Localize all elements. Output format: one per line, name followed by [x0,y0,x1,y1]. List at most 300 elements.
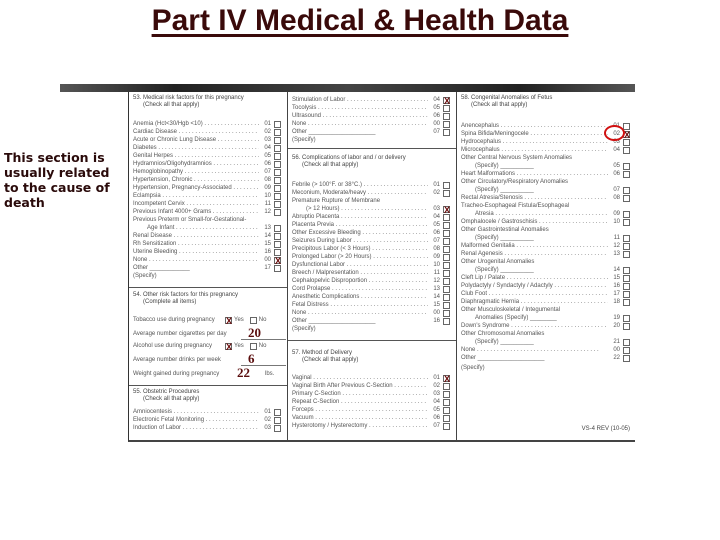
heading-text: 54. Other risk factors for this pregnancy [133,292,239,298]
item-label: Atresia . . . [461,210,608,218]
item-code: 03 [264,137,271,143]
checklist-item [133,208,281,216]
item-checkbox[interactable] [443,415,450,422]
item-checkbox[interactable] [443,383,450,390]
item-label: Vaginal . . . [292,374,428,382]
checklist-item [461,314,630,322]
item-code: 03 [264,425,271,431]
item-checkbox[interactable] [443,238,450,245]
specify-label: (Specify) [292,326,316,332]
item-code [608,154,620,162]
item-checkbox[interactable] [623,315,630,322]
item-checkbox[interactable] [274,409,281,416]
item-checkbox[interactable] [623,123,630,130]
item-checkbox[interactable] [443,270,450,277]
checklist-item [133,416,281,424]
item-label: Spina Bifida/Meningocele . . . [461,130,608,138]
item-label: Meconium, Moderate/heavy . . . [292,189,428,197]
item-checkbox[interactable] [623,299,630,306]
item-label: Anencephalus . . . [461,122,608,130]
highlight-circle [604,125,625,141]
heading-sub: (Check all that apply) [143,396,200,402]
heading-text: 57. Method of Delivery [292,350,353,356]
item-code: 02 [264,129,271,135]
item-label: Other Circulatory/Respiratory Anomalies [461,179,569,185]
heading-text: 53. Medical risk factors for this pregnancy [133,95,244,101]
item-checkbox[interactable] [623,219,630,226]
section-57-heading [292,350,450,364]
item-label: Other ____________________ [292,129,376,135]
item-label: Hemoglobinopathy . . . [133,168,259,176]
item-checkbox[interactable] [443,246,450,253]
item-label: Repeat C-Section . . . [292,398,428,406]
checklist-item [461,162,630,170]
item-label: Other Chromosomal Anomalies [461,331,545,337]
item-code: 06 [433,113,440,119]
checklist-item [461,298,630,306]
item-label: (Specify) __________ [475,163,534,169]
item-checkbox[interactable] [623,291,630,298]
checklist-item [292,205,450,213]
item-code: 04 [264,145,271,151]
checklist-item [133,136,281,144]
checklist-item [133,152,281,160]
item-code: 06 [264,161,271,167]
checklist-item [133,160,281,168]
item-label: Amniocentesis . . . [133,408,259,416]
form-column-middle [288,92,457,440]
item-checkbox[interactable] [623,267,630,274]
heading-text: 58. Congenital Anomalies of Fetus [461,95,553,101]
item-label: Premature Rupture of Membrane [292,198,381,204]
item-label: Incompetent Cervix . . . [133,200,259,208]
item-label: None . . . [133,256,259,264]
item-code: 06 [433,415,440,421]
item-checkbox[interactable] [443,254,450,261]
weight-label: Weight gained during pregnancy [133,371,220,377]
form-scan-top-edge [60,84,635,92]
item-code: 09 [264,185,271,191]
specify-label: (Specify) [292,137,316,143]
item-checkbox[interactable] [623,187,630,194]
alcohol-label: Alcohol use during pregnancy [133,343,213,349]
item-label: Cleft Lip / Palate . . . [461,274,608,282]
item-code: 08 [264,177,271,183]
spacer [623,203,630,210]
item-checkbox[interactable] [274,121,281,128]
item-label: Rh Sensitization . . . [133,240,259,248]
item-code [608,202,620,210]
heading-sub: (Check all that apply) [143,102,200,108]
item-label: Other Musculoskeletal / Integumental [461,307,561,313]
item-code: 00 [264,257,271,263]
checklist-item [461,346,630,354]
item-code: 10 [433,262,440,268]
item-label: Previous Preterm or Small-for-Gestational- [133,217,247,223]
checklist-item [461,186,630,194]
annotation-callout: This section is usually related to the cause of death [4,150,110,210]
item-label: Tocolysis . . . [292,104,428,112]
item-code: 10 [264,193,271,199]
item-label: Other Excessive Bleeding . . . [292,229,428,237]
alcohol-row [133,340,281,352]
item-code: 11 [264,201,271,207]
item-code: 15 [433,302,440,308]
item-checkbox[interactable] [274,233,281,240]
item-label: Omphalocele / Gastroschisis . . . [461,218,608,226]
item-checkbox[interactable] [274,161,281,168]
item-checkbox[interactable] [623,195,630,202]
checklist-item [461,338,630,346]
item-code: 13 [264,225,271,231]
checklist-item [292,414,450,422]
item-label: Ultrasound . . . [292,112,428,120]
alcohol-no-checkbox[interactable] [250,343,257,350]
item-label: Induction of Labor . . . [133,424,259,432]
item-label: Hypertension, Pregnancy-Associated . . . [133,184,259,192]
item-code: 20 [613,323,620,329]
item-code: 07 [613,187,620,193]
item-code: 01 [613,123,620,129]
item-label: Abruptio Placenta . . . [292,213,428,221]
item-checkbox[interactable]: X [444,373,451,384]
drinks-value[interactable]: 6 [248,351,255,366]
item-label: Hypertension, Chronic . . . [133,176,259,184]
item-code: 05 [433,407,440,413]
item-code: 14 [433,294,440,300]
checklist-item [461,322,630,330]
heading-sub: (Check all that apply) [471,102,528,108]
checklist-item [461,210,630,218]
section-58-items [461,122,630,362]
medical-health-form [128,92,635,442]
item-checkbox[interactable] [274,241,281,248]
section-54-heading [133,292,281,306]
item-checkbox[interactable] [443,190,450,197]
item-checkbox[interactable] [443,302,450,309]
item-label: Other ____________________ [461,355,545,361]
item-label: Microcephalus . . . [461,146,608,154]
item-checkbox[interactable] [623,339,630,346]
heading-text: 56. Complications of labor and / or delivery [292,155,406,161]
checklist-item [292,245,450,253]
item-label: Anesthetic Complications . . . [292,293,428,301]
section-56-heading [292,155,450,169]
item-checkbox[interactable] [623,147,630,154]
item-checkbox[interactable] [443,310,450,317]
checklist-item [133,256,281,264]
weight-row [133,366,281,380]
item-checkbox[interactable] [274,193,281,200]
item-code: 01 [433,182,440,188]
checklist-item [292,112,450,120]
item-code: 01 [264,121,271,127]
cigarettes-label: Average number cigarettes per day [133,331,227,337]
checklist-item [133,408,281,416]
item-checkbox[interactable] [274,153,281,160]
checklist-item [461,354,630,362]
item-label: Other Central Nervous System Anomalies [461,155,573,161]
checklist-item [461,282,630,290]
item-checkbox[interactable] [274,265,281,272]
item-checkbox[interactable] [443,129,450,136]
item-label: Hydrocephalus . . . [461,138,608,146]
item-checkbox[interactable] [623,323,630,330]
item-code [428,197,440,205]
item-code: 16 [433,318,440,324]
item-checkbox[interactable] [623,243,630,250]
item-checkbox[interactable] [274,185,281,192]
item-label: Fetal Distress . . . [292,301,428,309]
item-code: 03 [613,139,620,145]
checklist-item [133,176,281,184]
item-label: Renal Agenesis . . . [461,250,608,258]
checklist-item [133,168,281,176]
item-code: 01 [433,375,440,381]
checklist-item [292,128,450,136]
checklist-item [292,285,450,293]
item-label: Hydramnios/Oligohydramnios . . . [133,160,259,168]
checklist-item [133,200,281,208]
item-code: 07 [433,129,440,135]
checklist-item [133,264,281,272]
item-checkbox[interactable] [274,209,281,216]
item-code: 14 [264,233,271,239]
item-code [608,226,620,234]
item-checkbox[interactable] [274,177,281,184]
item-checkbox[interactable] [443,182,450,189]
item-checkbox[interactable] [274,417,281,424]
item-code: 15 [264,241,271,247]
item-checkbox[interactable] [443,399,450,406]
item-checkbox[interactable] [623,211,630,218]
weight-value[interactable]: 22 [237,365,250,380]
specify-label: (Specify) [461,365,485,371]
drinks-row [133,352,281,366]
item-code: 05 [433,105,440,111]
item-code [608,258,620,266]
spacer [623,331,630,338]
item-checkbox[interactable]: X [444,95,451,106]
checklist-item [133,224,281,232]
drinks-label: Average number drinks per week [133,357,221,363]
item-checkbox[interactable] [623,171,630,178]
item-code: 05 [433,222,440,228]
checklist-item [292,181,450,189]
item-label: Cardiac Disease . . . [133,128,259,136]
checklist-item [292,189,450,197]
item-checkbox[interactable]: X [444,204,451,215]
checklist-item [292,317,450,325]
checklist-item [292,269,450,277]
item-label: Anomalies (Specify) ________ [475,315,557,321]
checklist-item [133,424,281,432]
item-code [608,178,620,186]
item-checkbox[interactable] [443,286,450,293]
checklist-item [461,202,630,210]
checklist-item [461,154,630,162]
item-checkbox[interactable] [443,407,450,414]
item-code [608,306,620,314]
spacer [623,179,630,186]
alcohol-yes-checkbox[interactable]: X [226,341,233,352]
item-label: Dysfunctional Labor . . . [292,261,428,269]
checklist-item [461,258,630,266]
checklist-item [461,226,630,234]
item-code: 04 [613,147,620,153]
item-code: 09 [613,211,620,217]
checklist-item [133,184,281,192]
section-53-items [133,120,281,272]
item-label: Tracheo-Esophageal Fistula/Esophageal [461,203,570,209]
item-checkbox[interactable] [443,278,450,285]
checklist-item [292,197,450,205]
item-label: Breech / Malpresentation . . . [292,269,428,277]
item-code: 12 [264,209,271,215]
item-checkbox[interactable] [274,129,281,136]
weight-unit: lbs. [265,371,275,377]
item-checkbox[interactable] [443,121,450,128]
item-label: Electronic Fetal Monitoring . . . [133,416,259,424]
item-checkbox[interactable] [443,105,450,112]
item-checkbox[interactable] [623,235,630,242]
heading-text: 55. Obstetric Procedures [133,389,200,395]
page-title: Part IV Medical & Health Data [151,4,569,37]
checklist-item [461,146,630,154]
item-checkbox[interactable] [274,169,281,176]
item-checkbox[interactable] [623,283,630,290]
item-code: 04 [433,97,440,103]
checklist-item [292,374,450,382]
item-checkbox[interactable] [443,214,450,221]
item-code: 07 [264,169,271,175]
cigarettes-row [133,326,281,340]
section-58-heading [461,95,630,109]
item-label: Previous Infant 4000+ Grams . . . [133,208,259,216]
item-checkbox[interactable] [274,249,281,256]
item-checkbox[interactable] [274,145,281,152]
item-label: (Specify) __________ [475,339,534,345]
item-checkbox[interactable] [443,318,450,325]
divider [288,148,456,149]
item-code: 19 [613,315,620,321]
item-label: (Specify) __________ [475,267,534,273]
item-checkbox[interactable] [274,137,281,144]
heading-sub: (Complete all items) [143,299,197,305]
item-checkbox[interactable]: X [275,255,282,266]
item-label: (Specify) __________ [475,187,534,193]
item-label: Anemia (Hct<30/Hgb <10) . . . [133,120,259,128]
item-code: 03 [433,391,440,397]
section-53-heading [133,95,281,109]
item-label: Rectal Atresia/Stenosis . . . [461,194,608,202]
checklist-item [133,248,281,256]
item-label: Vacuum . . . [292,414,428,422]
item-label: Malformed Genitalia . . . [461,242,608,250]
tobacco-no-checkbox[interactable] [250,317,257,324]
tobacco-label: Tobacco use during pregnancy [133,317,215,323]
item-checkbox[interactable]: X [624,129,631,140]
item-label: Acute or Chronic Lung Disease . . . [133,136,259,144]
spacer [443,198,450,205]
item-label: Other Urogenital Anomalies [461,259,535,265]
item-checkbox[interactable] [443,113,450,120]
checklist-item [461,218,630,226]
item-checkbox[interactable] [623,139,630,146]
spacer [623,307,630,314]
item-checkbox[interactable] [623,347,630,354]
item-label: Placenta Previa . . . [292,221,428,229]
item-code: 09 [433,254,440,260]
item-label: Cord Prolapse . . . [292,285,428,293]
checklist-item [461,290,630,298]
item-label: Forceps . . . [292,406,428,414]
checklist-item [292,221,450,229]
checklist-item [292,309,450,317]
item-code: 08 [613,195,620,201]
item-checkbox[interactable] [623,251,630,258]
item-label: Eclampsia . . . [133,192,259,200]
item-checkbox[interactable] [443,294,450,301]
item-checkbox[interactable] [443,262,450,269]
divider [129,385,287,386]
checklist-item [292,104,450,112]
item-code: 02 [264,417,271,423]
item-code: 06 [433,230,440,236]
item-checkbox[interactable] [623,355,630,362]
item-code: 00 [433,121,440,127]
item-code: 13 [613,251,620,257]
item-checkbox[interactable] [443,222,450,229]
cigarettes-value[interactable]: 20 [248,325,261,340]
item-checkbox[interactable] [274,225,281,232]
checklist-item [292,422,450,430]
spacer [623,227,630,234]
checklist-item [133,120,281,128]
item-code: 07 [433,423,440,429]
item-checkbox[interactable] [443,391,450,398]
checklist-item [133,192,281,200]
item-label: (> 12 Hours) . . . [292,205,428,213]
item-label: None . . . [461,346,608,354]
yes-label: Yes [234,317,244,323]
checklist-item [133,128,281,136]
item-checkbox[interactable] [274,425,281,432]
item-checkbox[interactable] [623,163,630,170]
checklist-item [461,234,630,242]
checklist-item [292,229,450,237]
no-label: No [258,343,267,349]
section-55-heading [133,389,281,403]
item-label: Polydactyly / Syndactyly / Adactyly . . . [461,282,608,290]
checklist-item [133,232,281,240]
item-checkbox[interactable] [623,275,630,282]
item-checkbox[interactable] [443,230,450,237]
item-checkbox[interactable] [443,423,450,430]
yes-label: Yes [234,343,244,349]
item-code: 16 [264,249,271,255]
item-checkbox[interactable] [274,201,281,208]
item-code: 16 [613,283,620,289]
checklist-item [292,301,450,309]
tobacco-yes-checkbox[interactable]: X [226,315,233,326]
item-code: 02 [433,190,440,196]
checklist-item [292,213,450,221]
checklist-item [292,261,450,269]
item-code: 12 [433,278,440,284]
item-code: 06 [613,171,620,177]
checklist-item [133,216,281,224]
